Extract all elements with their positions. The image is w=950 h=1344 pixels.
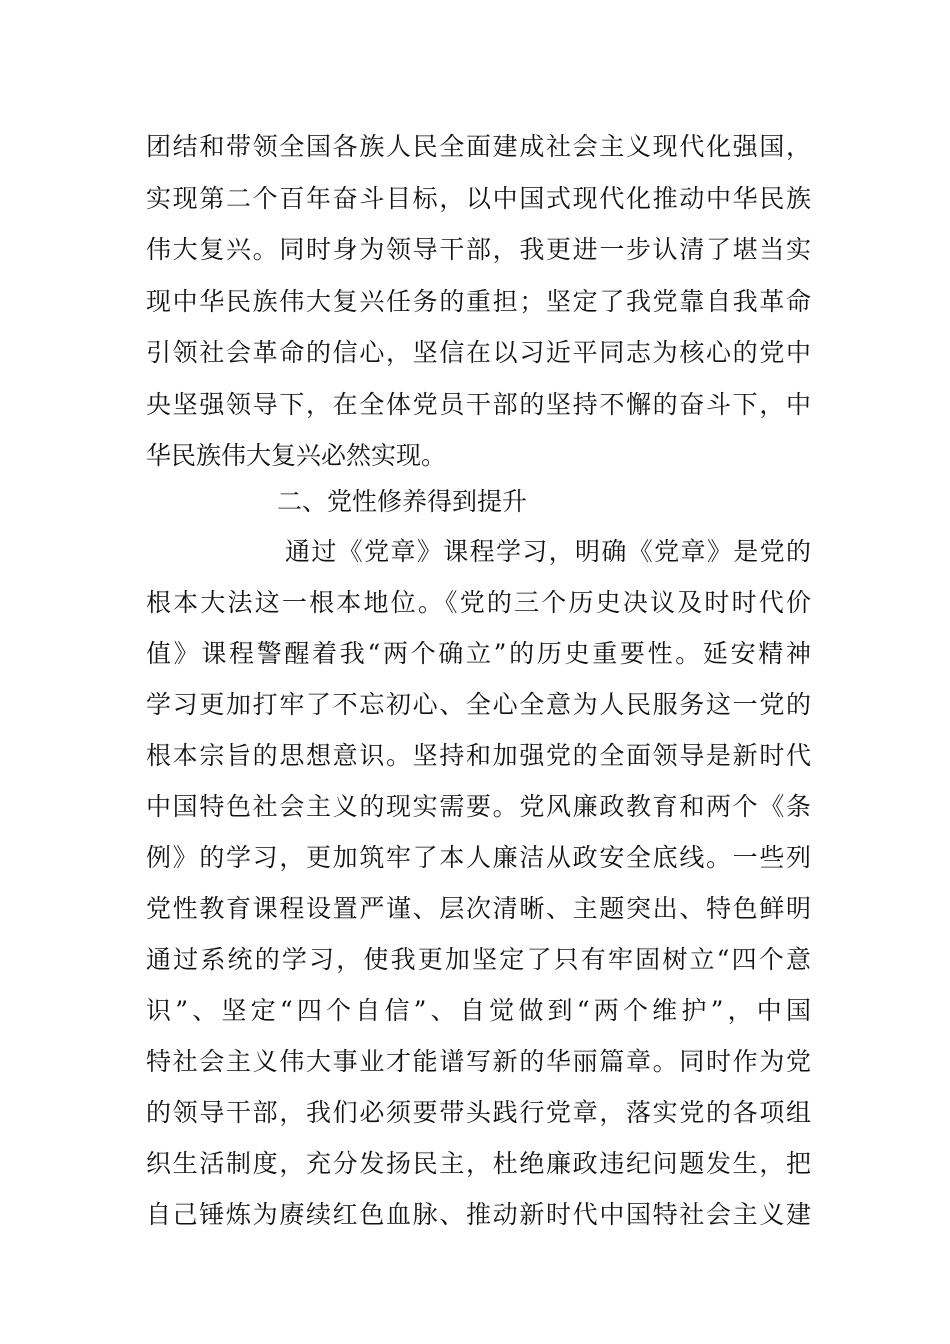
paragraph-line-16: 通过系统的学习，使我更加坚定了只有牢固树立“四个意 (146, 945, 811, 974)
paragraph-line-6: 央坚强领导下，在全体党员干部的坚持不懈的奋斗下，中 (146, 390, 811, 419)
paragraph-line-3: 伟大复兴。同时身为领导干部，我更进一步认清了堪当实 (146, 235, 811, 264)
paragraph-line-7: 华民族伟大复兴必然实现。 (146, 441, 447, 470)
paragraph-line-11: 学习更加打牢了不忘初心、全心全意为人民服务这一党的 (146, 690, 811, 719)
paragraph-line-17: 识”、坚定“四个自信”、自觉做到“两个维护”，中国 (146, 996, 811, 1025)
paragraph-line-19: 的领导干部，我们必须要带头践行党章，落实党的各项组 (146, 1098, 811, 1127)
paragraph-line-15: 党性教育课程设置严谨、层次清晰、主题突出、特色鲜明 (146, 894, 811, 923)
paragraph-line-4: 现中华民族伟大复兴任务的重担；坚定了我党靠自我革命 (146, 287, 811, 316)
paragraph-line-20: 织生活制度，充分发扬民主，杜绝廉政违纪问题发生，把 (146, 1149, 811, 1178)
paragraph-line-10: 值》课程警醒着我“两个确立”的历史重要性。延安精神 (146, 639, 811, 668)
paragraph-line-12: 根本宗旨的思想意识。坚持和加强党的全面领导是新时代 (146, 741, 811, 770)
paragraph-line-1: 团结和带领全国各族人民全面建成社会主义现代化强国， (146, 132, 811, 161)
paragraph-line-5: 引领社会革命的信心，坚信在以习近平同志为核心的党中 (146, 338, 811, 367)
paragraph-line-18: 特社会主义伟大事业才能谱写新的华丽篇章。同时作为党 (146, 1047, 811, 1076)
section-heading: 二、党性修养得到提升 (277, 487, 528, 516)
paragraph-line-21: 自己锤炼为赓续红色血脉、推动新时代中国特社会主义建 (146, 1200, 811, 1229)
paragraph-line-14: 例》的学习，更加筑牢了本人廉洁从政安全底线。一些列 (146, 843, 811, 872)
paragraph-line-9: 根本大法这一根本地位。《党的三个历史决议及时时代价 (146, 588, 811, 617)
paragraph-line-13: 中国特色社会主义的现实需要。党风廉政教育和两个《条 (146, 792, 811, 821)
paragraph-line-8: 通过《党章》课程学习，明确《党章》是党的 (285, 537, 811, 566)
paragraph-line-2: 实现第二个百年奋斗目标，以中国式现代化推动中华民族 (146, 184, 811, 213)
